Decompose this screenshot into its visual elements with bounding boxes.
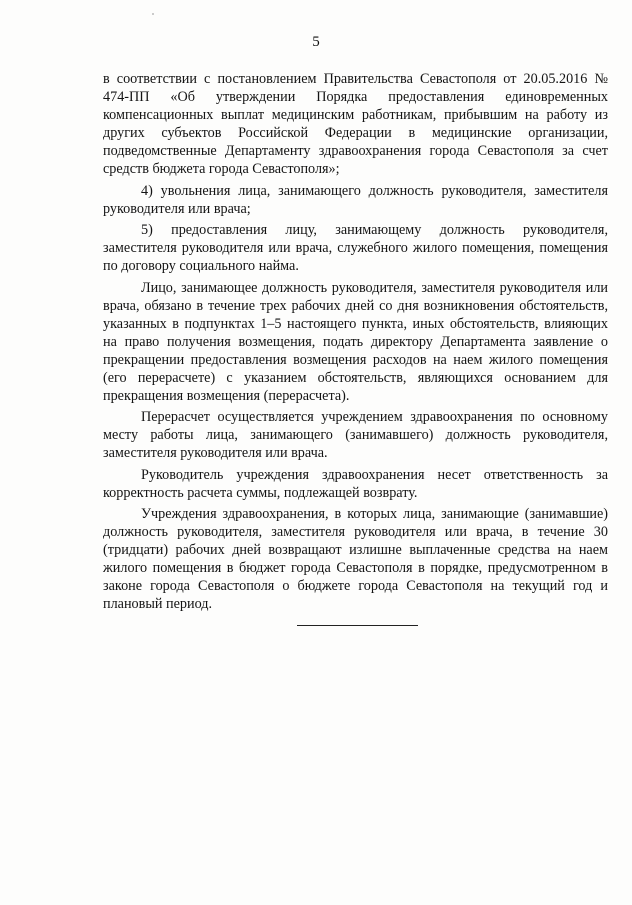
paragraph-refund: Учреждения здравоохранения, в которых лица, занимающие (занимавшие) должность руководителя, заместителя руководителя или врача, в течение 30 (тридцати) рабочих дней возвращают излишне выплаченные средства на наем жилого помещения в бюджет города Севастополя в порядке, предусмотренном в законе города Севастополя о бюджете города Севастополя на текущий год и плановый период. <box>103 506 608 612</box>
paragraph-item-5: 5) предоставления лицу, занимающему должность руководителя, заместителя руководителя или врача, служебного жилого помещения, помещения по договору социального найма. <box>103 222 608 274</box>
paragraph-responsibility: Руководитель учреждения здравоохранения несет ответственность за корректность расчета суммы, подлежащей возврату. <box>103 466 608 501</box>
paragraph-continuation: в соответствии с постановлением Правительства Севастополя от 20.05.2016 № 474-ПП «Об утверждении Порядка предоставления единовременных компенсационных выплат медицинским работникам, прибывшим на работу из других субъектов Российской Федерации в медицинские организации, подведомственные Департаменту здравоохранения города Севастополя за счет средств бюджета города Севастополя»; <box>103 71 608 177</box>
closing-divider-line <box>297 625 418 626</box>
paragraph-item-4: 4) увольнения лица, занимающего должность руководителя, заместителя руководителя или врача; <box>103 182 608 217</box>
paragraph-application-duty: Лицо, занимающее должность руководителя, заместителя руководителя или врача, обязано в течение трех рабочих дней со дня возникновения обстоятельств, указанных в подпунктах 1–5 настоящего пункта, иных обстоятельств, влияющих на право получения возмещения, подать директору Департамента заявление о прекращении предоставления возмещения расходов на наем жилого помещения (его перерасчете) с указанием обстоятельств, являющихся основанием для прекращения возмещения (перерасчета). <box>103 279 608 404</box>
paragraph-recalculation: Перерасчет осуществляется учреждением здравоохранения по основному месту работы лица, занимающего (занимавшего) должность руководителя, заместителя руководителя или врача. <box>103 409 608 461</box>
document-body <box>103 70 608 617</box>
page-number: 5 <box>312 34 320 50</box>
scan-speck <box>152 13 154 15</box>
